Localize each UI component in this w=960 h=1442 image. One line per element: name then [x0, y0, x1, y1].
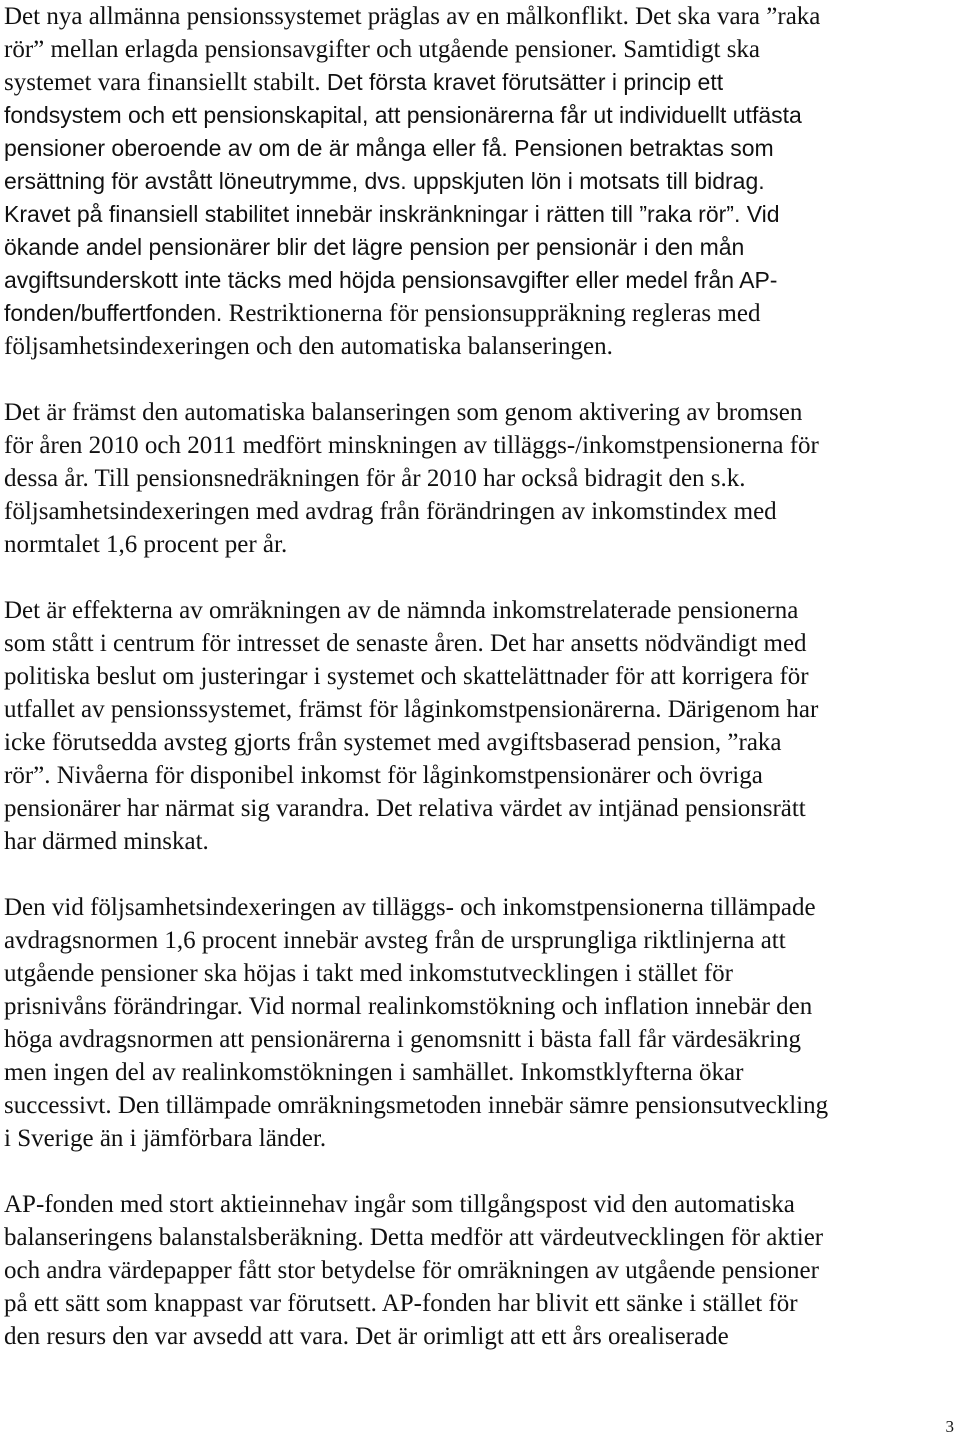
text-line: [4, 693, 956, 726]
text-segment: Det är effekterna av omräkningen av de nämnda inkomstrelaterade pensionerna: [4, 597, 799, 624]
text-segment: Det är främst den automatiska balanseringen som genom aktivering av bromsen: [4, 399, 803, 426]
text-segment: i Sverige än i jämförbara länder.: [4, 1125, 327, 1152]
text-segment: för åren 2010 och 2011 medfört minskningen av tilläggs-/inkomstpensionerna för: [4, 432, 819, 459]
document-page: [4, 0, 956, 1353]
text-segment: avgiftsunderskott inte täcks med höjda pensionsavgifter eller medel från AP-: [4, 267, 778, 293]
text-line: [4, 0, 956, 33]
text-line: [4, 33, 956, 66]
text-line: [4, 198, 956, 231]
text-segment: som stått i centrum för intresset de senaste åren. Det har ansetts nödvändigt med: [4, 630, 807, 657]
text-line: [4, 165, 956, 198]
text-line: [4, 891, 956, 924]
text-segment: dessa år. Till pensionsnedräkningen för år 2010 har också bidragit den s.k.: [4, 465, 746, 492]
text-segment: balanseringens balanstalsberäkning. Detta medför att värdeutvecklingen för aktier: [4, 1224, 824, 1251]
text-line: [4, 297, 956, 330]
text-line: [4, 1023, 956, 1056]
text-segment: och andra värdepapper fått stor betydelse för omräkningen av utgående pensioner: [4, 1257, 819, 1284]
text-line: [4, 462, 956, 495]
text-line: [4, 726, 956, 759]
text-line: [4, 66, 956, 99]
text-line: [4, 231, 956, 264]
text-segment: AP-fonden med stort aktieinnehav ingår som tillgångspost vid den automatiska: [4, 1191, 795, 1218]
text-line: [4, 429, 956, 462]
text-segment: Den vid följsamhetsindexeringen av tilläggs- och inkomstpensionerna tillämpade: [4, 894, 816, 921]
text-segment: ersättning för avstått löneutrymme, dvs. uppskjuten lön i motsats till bidrag.: [4, 168, 765, 194]
text-segment: Kravet på finansiell stabilitet innebär inskränkningar i rätten till ”raka rör”. Vid: [4, 201, 780, 227]
text-segment: har därmed minskat.: [4, 828, 209, 855]
text-line: [4, 660, 956, 693]
text-line: [4, 1254, 956, 1287]
text-segment: följsamhetsindexeringen med avdrag från förändringen av inkomstindex med: [4, 498, 777, 525]
text-line: [4, 1287, 956, 1320]
text-segment: den resurs den var avsedd att vara. Det är orimligt att ett års orealiserade: [4, 1323, 729, 1350]
text-segment: följsamhetsindexeringen och den automatiska balanseringen.: [4, 333, 613, 360]
text-line: [4, 825, 956, 858]
text-segment: fonden/buffertfonden.: [4, 300, 229, 326]
text-segment: höga avdragsnormen att pensionärerna i genomsnitt i bästa fall får värdesäkring: [4, 1026, 801, 1053]
text-line: [4, 330, 956, 363]
text-segment: utgående pensioner ska höjas i takt med inkomstutvecklingen i stället för: [4, 960, 733, 987]
text-segment: men ingen del av realinkomstökningen i samhället. Inkomstklyfterna ökar: [4, 1059, 744, 1086]
text-line: [4, 1056, 956, 1089]
text-line: [4, 528, 956, 561]
text-line: [4, 990, 956, 1023]
text-line: [4, 1221, 956, 1254]
text-segment: avdragsnormen 1,6 procent innebär avsteg från de ursprungliga riktlinjerna att: [4, 927, 786, 954]
paragraph: [4, 594, 956, 858]
text-line: [4, 924, 956, 957]
text-line: [4, 1320, 956, 1353]
text-line: [4, 1122, 956, 1155]
text-segment: successivt. Den tillämpade omräkningsmetoden innebär sämre pensionsutveckling: [4, 1092, 829, 1119]
paragraph: [4, 0, 956, 363]
text-line: [4, 1089, 956, 1122]
text-line: [4, 495, 956, 528]
text-segment: ökande andel pensionärer blir det lägre pension per pensionär i den mån: [4, 234, 745, 260]
text-line: [4, 396, 956, 429]
text-line: [4, 957, 956, 990]
text-line: [4, 99, 956, 132]
text-line: [4, 1188, 956, 1221]
paragraph: [4, 891, 956, 1155]
page-number: 3: [945, 1417, 954, 1436]
text-line: [4, 627, 956, 660]
text-segment: normtalet 1,6 procent per år.: [4, 531, 288, 558]
text-segment: icke förutsedda avsteg gjorts från systemet med avgiftsbaserad pension, ”raka: [4, 729, 782, 756]
paragraph: [4, 1188, 956, 1353]
text-segment: fondsystem och ett pensionskapital, att pensionärerna får ut individuellt utfästa: [4, 102, 802, 128]
text-segment: utfallet av pensionssystemet, främst för låginkomstpensionärerna. Därigenom har: [4, 696, 819, 723]
text-segment: pensioner oberoende av om de är många eller få. Pensionen betraktas som: [4, 135, 774, 161]
text-segment: politiska beslut om justeringar i systemet och skattelättnader för att korrigera för: [4, 663, 809, 690]
text-line: [4, 594, 956, 627]
text-segment: rör”. Nivåerna för disponibel inkomst för låginkomstpensionärer och övriga: [4, 762, 763, 789]
text-line: [4, 132, 956, 165]
text-segment: Restriktionerna för pensionsuppräkning regleras med: [228, 300, 761, 327]
text-segment: på ett sätt som knappast var förutsett. AP-fonden har blivit ett sänke i stället för: [4, 1290, 798, 1317]
text-segment: Det första kravet förutsätter i princip ett: [326, 69, 724, 95]
text-segment: pensionärer har närmat sig varandra. Det relativa värdet av intjänad pensionsrätt: [4, 795, 806, 822]
text-line: [4, 792, 956, 825]
paragraph: [4, 396, 956, 561]
text-segment: rör” mellan erlagda pensionsavgifter och utgående pensioner. Samtidigt ska: [4, 36, 761, 63]
text-line: [4, 264, 956, 297]
text-segment: systemet vara finansiellt stabilt.: [4, 69, 327, 96]
text-segment: Det nya allmänna pensionssystemet präglas av en målkonflikt. Det ska vara ”raka: [4, 3, 821, 30]
text-line: [4, 759, 956, 792]
text-segment: prisnivåns förändringar. Vid normal realinkomstökning och inflation innebär den: [4, 993, 813, 1020]
